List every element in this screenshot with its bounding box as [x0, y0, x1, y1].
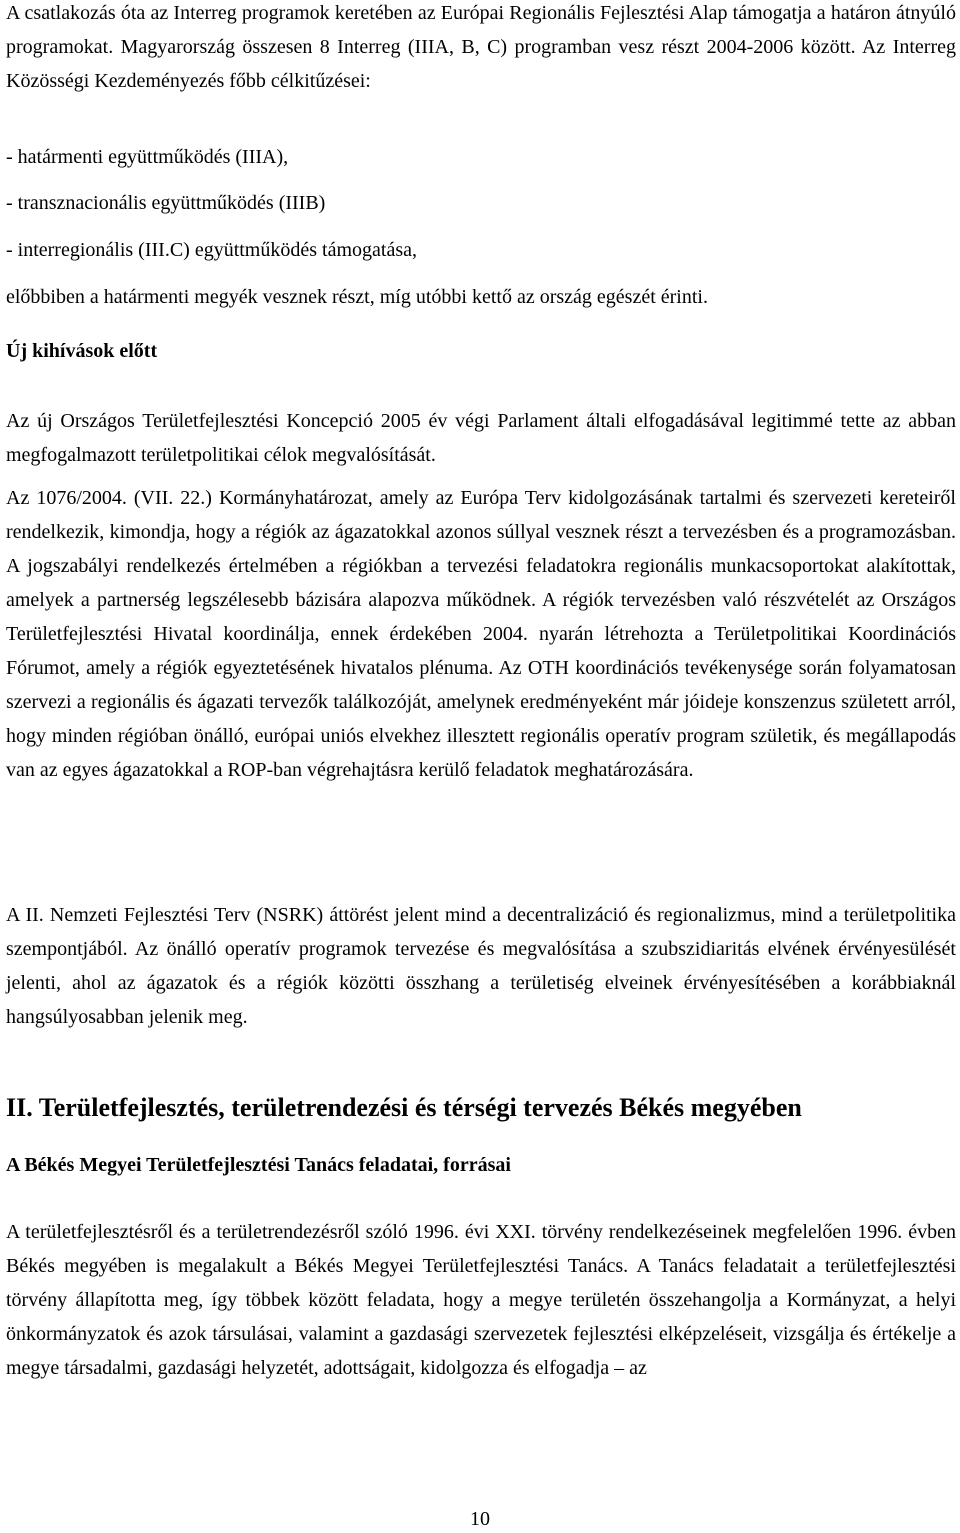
paragraph	[6, 898, 956, 1034]
heading-chapter-ii: II. Területfejlesztés, területrendezési és térségi tervezés Békés megyében	[6, 1093, 802, 1122]
paragraph	[6, 1215, 956, 1385]
heading-tanacs: A Békés Megyei Területfejlesztési Tanács feladatai, forrásai	[6, 1154, 511, 1176]
paragraph	[6, 481, 956, 787]
paragraph-nsrk: A II. Nemzeti Fejlesztési Terv (NSRK) áttörést jelent mind a decentralizáció és regionalizmus, mind a területpolitika szempontjából. Az önálló operatív programok tervezése és megvalósítása a szubszidiaritás elvének érvényesülését jelenti, ahol az ágazatok és a régiók közötti összhang a területiség elveinek érvényesítésében a korábbiaknál hangsúlyosabban jelenik meg.	[6, 904, 956, 1028]
intro-paragraph	[6, 0, 956, 98]
page-number: 10	[470, 1508, 490, 1530]
list-item	[6, 186, 956, 220]
list-conclusion	[6, 280, 956, 314]
list-item-iiib: - transznacionális együttműködés (IIIB)	[6, 192, 326, 214]
subsection-heading	[6, 1148, 956, 1182]
chapter-heading	[6, 1088, 956, 1128]
intro-text: A csatlakozás óta az Interreg programok keretében az Európai Regionális Fejlesztési Alap támogatja a határon átnyúló programokat. Magyarország összesen 8 Interreg (IIIA, B, C) programban vesz részt 2004-2006 között. Az Interreg Közösségi Kezdeményezés főbb célkitűzései:	[6, 2, 956, 92]
paragraph-tanacs: A területfejlesztésről és a területrendezésről szóló 1996. évi XXI. törvény rendelkezéseinek megfelelően 1996. évben Békés megyében is megalakult a Békés Megyei Területfejlesztési Tanács. A Tanács feladatait a területfejlesztési törvény állapította meg, így többek között feladata, hogy a megye területén összehangolja a Kormányzat, a helyi önkormányzatok és azok társulásai, valamint a gazdasági szervezetek fejlesztési elképzeléseit, vizsgálja és értékelje a megye társadalmi, gazdasági helyzetét, adottságait, kidolgozza és elfogadja – az	[6, 1221, 956, 1379]
list-item-iiia: - határmenti együttműködés (IIIA),	[6, 146, 289, 168]
section-heading	[6, 334, 956, 368]
paragraph-koncepcio: Az új Országos Területfejlesztési Koncepció 2005 év végi Parlament általi elfogadásával legitimmé tette az abban megfogalmazott területpolitikai célok megvalósítását.	[6, 410, 956, 466]
list-item	[6, 140, 956, 174]
paragraph-kormanyhatarozat: Az 1076/2004. (VII. 22.) Kormányhatározat, amely az Európa Terv kidolgozásának tartalmi és szervezeti kereteiről rendelkezik, kimondja, hogy a régiók az ágazatokkal azonos súllyal vesznek részt a tervezésben és a programozásban. A jogszabályi rendelkezés értelmében a régiókban a tervezési feladatokra regionális munkacsoportokat alakítottak, amelyek a partnerség legszélesebb bázisára alapozva működnek. A régiók tervezésben való részvételét az Országos Területfejlesztési Hivatal koordinálja, ennek érdekében 2004. nyarán létrehozta a Területpolitikai Koordinációs Fórumot, amely a régiók egyeztetésének hivatalos plénuma. Az OTH koordinációs tevékenysége során folyamatosan szervezi a regionális és ágazati tervezők találkozóját, amelynek eredményeként már jóideje konszenzus született arról, hogy minden régióban önálló, európai uniós elvekhez illesztett regionális operatív program születik, és megállapodás van az egyes ágazatokkal a ROP-ban végrehajtásra kerülő feladatok meghatározására.	[6, 487, 956, 781]
list-conclusion-text: előbbiben a határmenti megyék vesznek részt, míg utóbbi kettő az ország egészét érinti.	[6, 286, 708, 308]
list-item-iiic: - interregionális (III.C) együttműködés támogatása,	[6, 239, 417, 261]
list-item	[6, 233, 956, 267]
paragraph	[6, 404, 956, 472]
heading-uj-kihivasok: Új kihívások előtt	[6, 340, 158, 362]
